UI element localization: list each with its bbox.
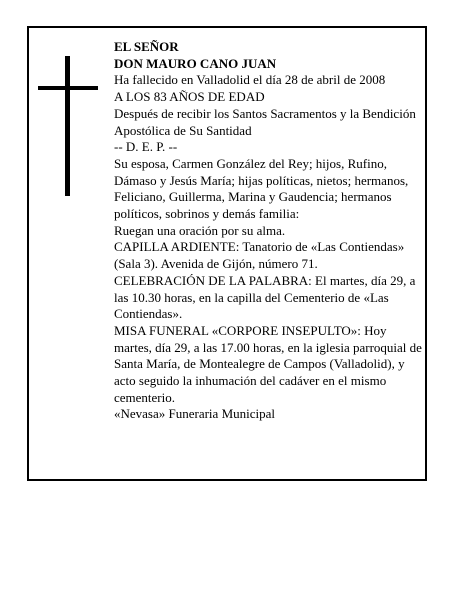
- prayer: Ruegan una oración por su alma.: [114, 222, 286, 238]
- funeral-mass: MISA FUNERAL «CORPORE INSEPULTO»: Hoy martes, día 29, a las 17.00 horas, en la iglesia parroquial de Santa María, de Montealegre de Campos (Valladolid), y acto seguido la inhumación del cadáver en el mismo cementerio.: [114, 322, 422, 405]
- age: A LOS 83 AÑOS DE EDAD: [114, 89, 265, 105]
- funeral-home: «Nevasa» Funeraria Municipal: [114, 406, 276, 422]
- family: Su esposa, Carmen González del Rey; hijos, Rufino, Dámaso y Jesús María; hijas políticas, nietos; hermanos, Feliciano, Guillerma, Marina y Gaudencia; hermanos políticos, sobrinos y demás familia:: [114, 155, 409, 222]
- death-info: Ha fallecido en Valladolid el día 28 de abril de 2008: [114, 72, 386, 88]
- cross-vertical-bar: [65, 56, 70, 196]
- title-line-1: EL SEÑOR: [114, 39, 179, 54]
- rip: -- D. E. P. --: [114, 139, 178, 155]
- celebration: CELEBRACIÓN DE LA PALABRA: El martes, día 29, a las 10.30 horas, en la capilla del Cementerio de «Las Contiendas».: [114, 272, 416, 322]
- obituary-text: [114, 39, 426, 423]
- cross-horizontal-bar: [38, 86, 98, 90]
- chapel: CAPILLA ARDIENTE: Tanatorio de «Las Contiendas» (Sala 3). Avenida de Gijón, número 71.: [114, 239, 405, 272]
- deceased-name: DON MAURO CANO JUAN: [114, 55, 277, 71]
- sacraments: Después de recibir los Santos Sacramentos y la Bendición Apostólica de Su Santidad: [114, 105, 416, 138]
